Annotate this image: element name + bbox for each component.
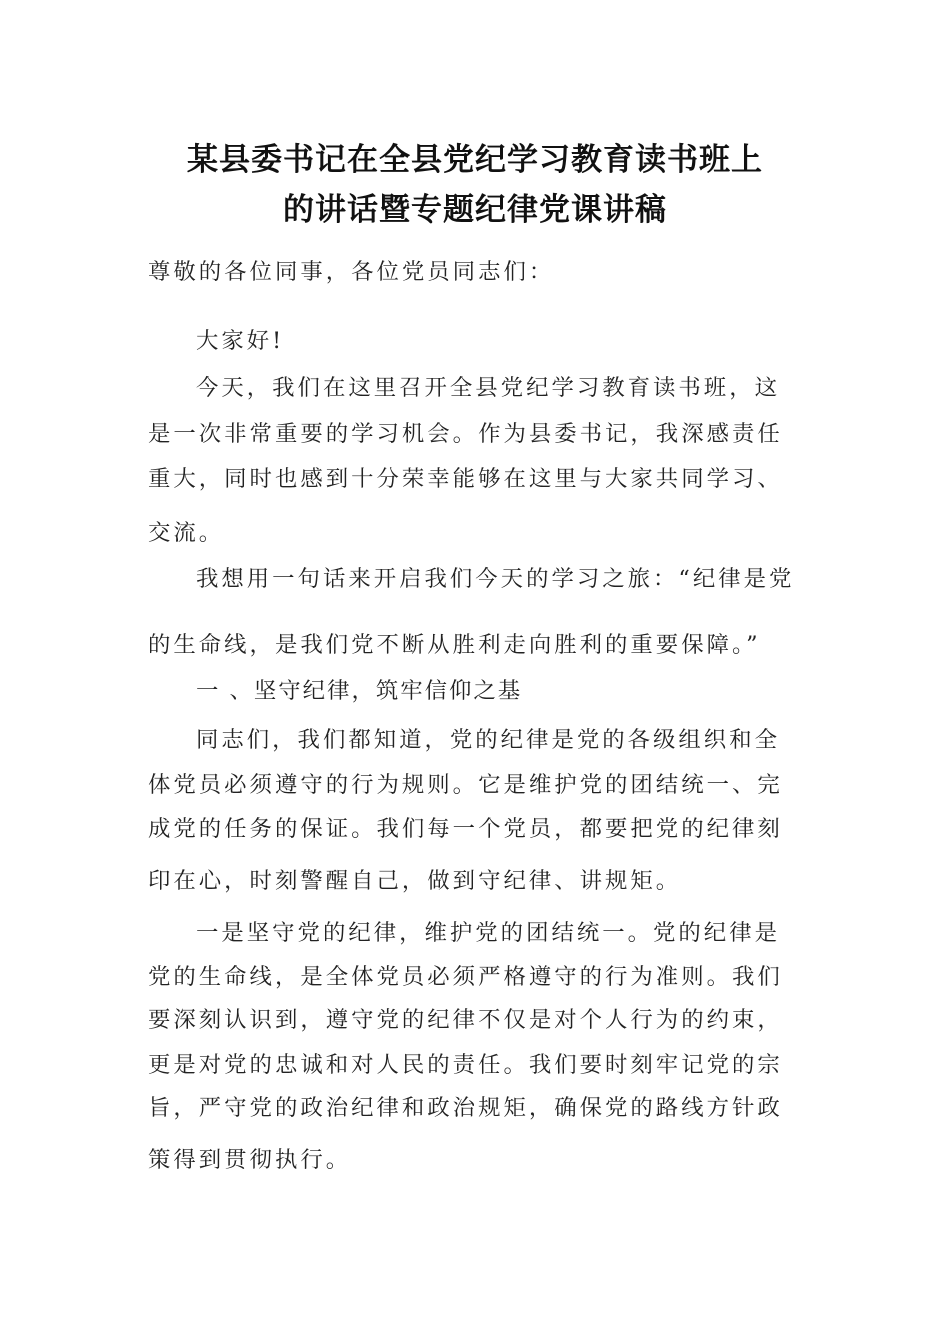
paragraph-1-line-1: 今天，我们在这里召开全县党纪学习教育读书班，这 [196,375,780,401]
paragraph-4-line-5: 旨，严守党的政治纪律和政治规矩，确保党的路线方针政 [148,1095,783,1121]
paragraph-2-line-2: 的生命线，是我们党不断从胜利走向胜利的重要保障。” [148,632,761,658]
paragraph-4-line-6: 策得到贯彻执行。 [148,1147,352,1173]
section-1-heading: 一 、坚守纪律，筑牢信仰之基 [196,678,523,704]
paragraph-4-line-4: 更是对党的忠诚和对人民的责任。我们要时刻牢记党的宗 [148,1052,783,1078]
salutation: 尊敬的各位同事，各位党员同志们： [148,259,555,285]
paragraph-1-line-2: 是一次非常重要的学习机会。作为县委书记，我深感责任 [148,421,783,447]
greeting: 大家好! [196,328,285,354]
document-title-line-2: 的讲话暨专题纪律党课讲稿 [283,192,667,228]
paragraph-3-line-3: 成党的任务的保证。我们每一个党员，都要把党的纪律刻 [148,816,783,842]
paragraph-4-line-3: 要深刻认识到，遵守党的纪律不仅是对个人行为的约束， [148,1007,783,1033]
paragraph-3-line-2: 体党员必须遵守的行为规则。它是维护党的团结统一、完 [148,772,783,798]
paragraph-4-line-1: 一是坚守党的纪律，维护党的团结统一。党的纪律是 [196,920,780,946]
paragraph-1-line-3: 重大，同时也感到十分荣幸能够在这里与大家共同学习、 [148,466,783,492]
paragraph-1-line-4: 交流。 [148,520,225,546]
paragraph-2-line-1: 我想用一句话来开启我们今天的学习之旅：“纪律是党 [196,566,795,592]
document-title-line-1: 某县委书记在全县党纪学习教育读书班上 [187,142,763,178]
paragraph-4-line-2: 党的生命线，是全体党员必须严格遵守的行为准则。我们 [148,964,783,990]
paragraph-3-line-4: 印在心，时刻警醒自己，做到守纪律、讲规矩。 [148,868,682,894]
paragraph-3-line-1: 同志们，我们都知道，党的纪律是党的各级组织和全 [196,727,780,753]
